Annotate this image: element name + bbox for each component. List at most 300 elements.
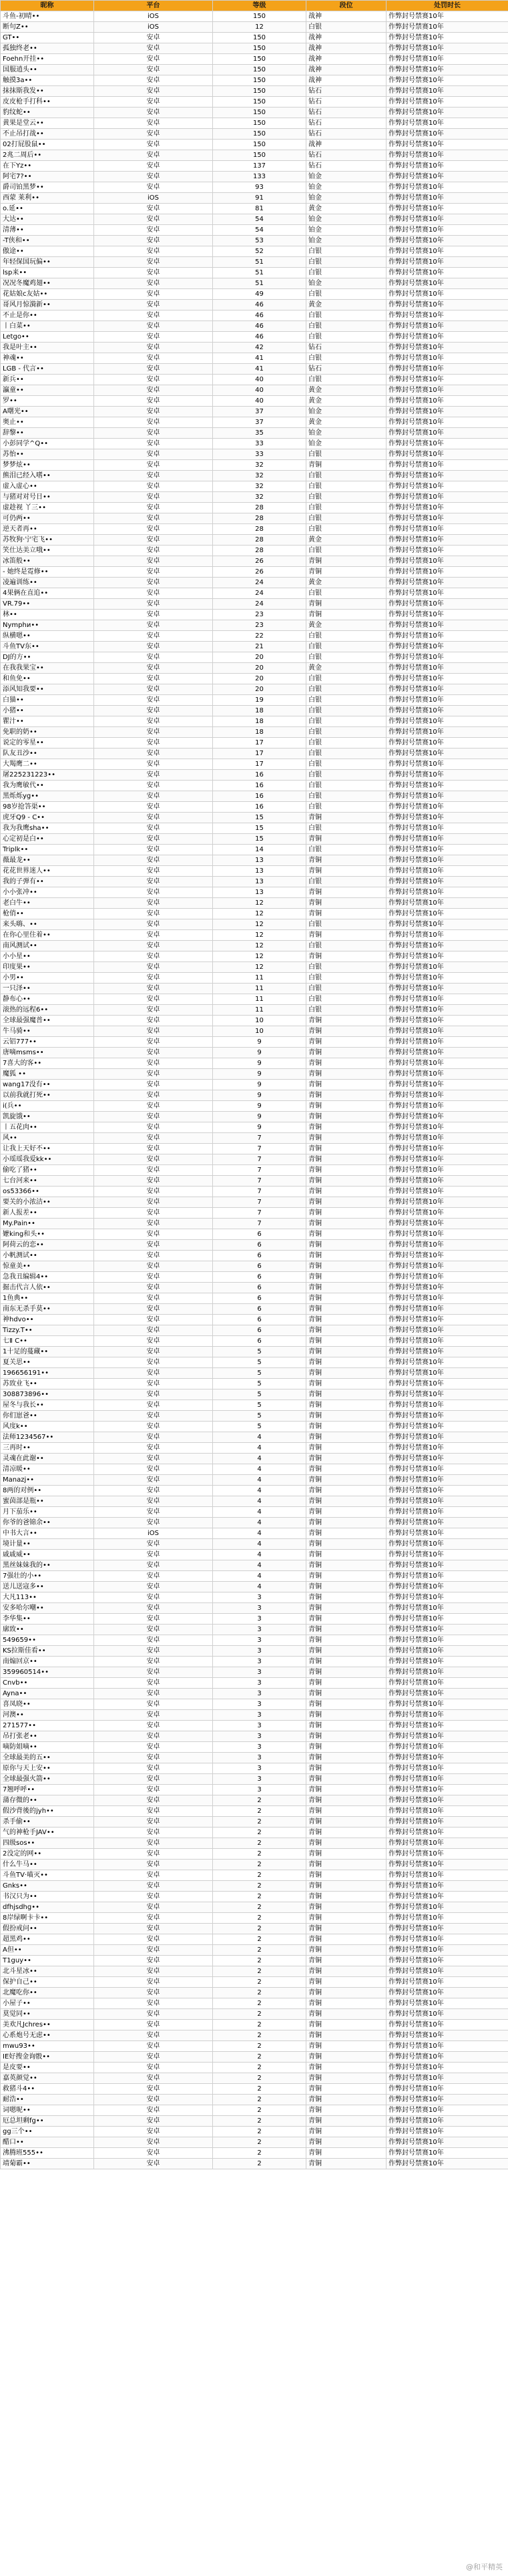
table-row (1, 791, 508, 802)
cell-penalty: 作弊封号禁赛10年 (387, 663, 508, 674)
table-row (1, 1828, 508, 1838)
table-row (1, 65, 508, 75)
cell-nickname: 辞黎•• (1, 428, 94, 439)
cell-rank: 青铜 (306, 1229, 387, 1240)
cell-penalty: 作弊封号禁赛10年 (387, 706, 508, 716)
cell-penalty: 作弊封号禁赛10年 (387, 321, 508, 332)
table-row (1, 1603, 508, 1614)
cell-level: 2 (213, 1977, 306, 1988)
cell-level: 150 (213, 75, 306, 86)
cell-platform: 安卓 (94, 2159, 213, 2169)
cell-nickname: 小屋子•• (1, 1998, 94, 2009)
table-row (1, 1336, 508, 1347)
table-row (1, 567, 508, 578)
cell-nickname: 苏怡•• (1, 449, 94, 460)
cell-rank: 黄金 (306, 663, 387, 674)
cell-nickname: 法师1234567•• (1, 1432, 94, 1443)
cell-level: 4 (213, 1464, 306, 1475)
table-row (1, 1187, 508, 1197)
cell-penalty: 作弊封号禁赛10年 (387, 2009, 508, 2020)
cell-level: 7 (213, 1165, 306, 1176)
cell-level: 18 (213, 716, 306, 727)
cell-nickname: 静布心•• (1, 994, 94, 1005)
cell-penalty: 作弊封号禁赛10年 (387, 674, 508, 684)
table-row (1, 716, 508, 727)
cell-penalty: 作弊封号禁赛10年 (387, 1635, 508, 1646)
cell-nickname: 送儿送寇多•• (1, 1582, 94, 1592)
cell-nickname: 惊童美•• (1, 1261, 94, 1272)
table-row (1, 172, 508, 182)
cell-platform: 安卓 (94, 1795, 213, 1806)
header-row (1, 1, 508, 11)
cell-platform: 安卓 (94, 503, 213, 513)
cell-nickname: 原你与天上安•• (1, 1763, 94, 1774)
table-row (1, 1689, 508, 1699)
cell-level: 2 (213, 2052, 306, 2063)
cell-rank: 黄金 (306, 396, 387, 407)
cell-platform: 安卓 (94, 1977, 213, 1988)
cell-nickname: wang17没有•• (1, 1080, 94, 1090)
cell-rank: 青铜 (306, 1219, 387, 1229)
table-row (1, 278, 508, 289)
table-row (1, 1347, 508, 1357)
cell-platform: 安卓 (94, 1037, 213, 1048)
cell-platform: 安卓 (94, 1945, 213, 1956)
table-row (1, 108, 508, 118)
cell-rank: 青铜 (306, 1860, 387, 1870)
cell-platform: 安卓 (94, 332, 213, 343)
cell-platform: 安卓 (94, 1261, 213, 1272)
cell-penalty: 作弊封号禁赛10年 (387, 1753, 508, 1763)
cell-penalty: 作弊封号禁赛10年 (387, 1571, 508, 1582)
table-row (1, 1379, 508, 1389)
cell-penalty: 作弊封号禁赛10年 (387, 1283, 508, 1293)
cell-rank: 战神 (306, 54, 387, 65)
cell-penalty: 作弊封号禁赛10年 (387, 2041, 508, 2052)
cell-platform: 安卓 (94, 1432, 213, 1443)
table-row (1, 941, 508, 951)
cell-level: 3 (213, 1646, 306, 1657)
cell-platform: 安卓 (94, 813, 213, 823)
cell-level: 13 (213, 877, 306, 887)
cell-penalty: 作弊封号禁赛10年 (387, 556, 508, 567)
table-row (1, 407, 508, 417)
table-row (1, 97, 508, 108)
cell-nickname: 急我丑编辑4•• (1, 1272, 94, 1283)
cell-rank: 青铜 (306, 1763, 387, 1774)
table-row (1, 1475, 508, 1486)
cell-rank: 青铜 (306, 1154, 387, 1165)
cell-level: 33 (213, 439, 306, 449)
cell-penalty: 作弊封号禁赛10年 (387, 1251, 508, 1261)
cell-platform: 安卓 (94, 855, 213, 866)
table-row (1, 1507, 508, 1518)
cell-penalty: 作弊封号禁赛10年 (387, 2127, 508, 2137)
table-row (1, 471, 508, 481)
cell-platform: 安卓 (94, 1336, 213, 1347)
cell-penalty: 作弊封号禁赛10年 (387, 481, 508, 492)
cell-level: 4 (213, 1518, 306, 1528)
cell-platform: 安卓 (94, 513, 213, 524)
cell-level: 2 (213, 2137, 306, 2148)
cell-level: 2 (213, 1956, 306, 1966)
cell-level: 3 (213, 1689, 306, 1699)
cell-penalty: 作弊封号禁赛10年 (387, 407, 508, 417)
cell-rank: 钻石 (306, 150, 387, 161)
table-row (1, 1774, 508, 1785)
cell-rank: 白银 (306, 492, 387, 503)
cell-platform: 安卓 (94, 1860, 213, 1870)
cell-penalty: 作弊封号禁赛10年 (387, 1261, 508, 1272)
cell-nickname: 7强壮的小•• (1, 1571, 94, 1582)
table-row (1, 1560, 508, 1571)
cell-rank: 黄金 (306, 417, 387, 428)
cell-penalty: 作弊封号禁赛10年 (387, 1379, 508, 1389)
cell-nickname: 蜜茵部是瓶•• (1, 1496, 94, 1507)
table-row (1, 1742, 508, 1753)
cell-platform: 安卓 (94, 257, 213, 268)
cell-rank: 青铜 (306, 1026, 387, 1037)
cell-nickname: 境计量•• (1, 1539, 94, 1550)
table-row (1, 1090, 508, 1101)
cell-nickname: 小瑶瑶我爱kk•• (1, 1154, 94, 1165)
cell-penalty: 作弊封号禁赛10年 (387, 289, 508, 300)
cell-nickname: LGB - 代言•• (1, 364, 94, 375)
cell-penalty: 作弊封号禁赛10年 (387, 1005, 508, 1016)
cell-level: 6 (213, 1261, 306, 1272)
cell-rank: 青铜 (306, 1582, 387, 1592)
cell-platform: 安卓 (94, 727, 213, 738)
cell-penalty: 作弊封号禁赛10年 (387, 182, 508, 193)
cell-rank: 白银 (306, 877, 387, 887)
cell-nickname: 新人报差•• (1, 1208, 94, 1219)
table-row (1, 984, 508, 994)
table-row (1, 2116, 508, 2127)
cell-rank: 青铜 (306, 1913, 387, 1924)
cell-penalty: 作弊封号禁赛10年 (387, 300, 508, 310)
cell-platform: 安卓 (94, 289, 213, 300)
cell-level: 11 (213, 973, 306, 984)
cell-platform: 安卓 (94, 161, 213, 172)
table-row (1, 898, 508, 909)
cell-penalty: 作弊封号禁赛10年 (387, 1828, 508, 1838)
cell-nickname: 牛马骑•• (1, 1026, 94, 1037)
cell-nickname: 冰笛般•• (1, 556, 94, 567)
cell-rank: 青铜 (306, 866, 387, 877)
cell-rank: 青铜 (306, 1977, 387, 1988)
table-row (1, 2009, 508, 2020)
cell-rank: 青铜 (306, 556, 387, 567)
cell-penalty: 作弊封号禁赛10年 (387, 642, 508, 652)
table-row (1, 1753, 508, 1763)
cell-penalty: 作弊封号禁赛10年 (387, 1721, 508, 1731)
cell-penalty: 作弊封号禁赛10年 (387, 738, 508, 748)
cell-penalty: 作弊封号禁赛10年 (387, 129, 508, 140)
cell-nickname: T1guy•• (1, 1956, 94, 1966)
cell-platform: 安卓 (94, 1016, 213, 1026)
cell-penalty: 作弊封号禁赛10年 (387, 2052, 508, 2063)
cell-platform: 安卓 (94, 1603, 213, 1614)
table-row (1, 1283, 508, 1293)
cell-platform: 安卓 (94, 75, 213, 86)
cell-rank: 白银 (306, 22, 387, 33)
table-row (1, 813, 508, 823)
table-row (1, 706, 508, 716)
cell-nickname: 与猪对对号日•• (1, 492, 94, 503)
cell-rank: 白银 (306, 449, 387, 460)
cell-nickname: 气的神枪手JAV•• (1, 1828, 94, 1838)
cell-level: 7 (213, 1144, 306, 1154)
cell-nickname: 年轻保国玩偏•• (1, 257, 94, 268)
cell-level: 26 (213, 567, 306, 578)
cell-level: 20 (213, 652, 306, 663)
cell-penalty: 作弊封号禁赛10年 (387, 1336, 508, 1347)
cell-nickname: 词嗯呢•• (1, 2105, 94, 2116)
cell-penalty: 作弊封号禁赛10年 (387, 439, 508, 449)
cell-level: 54 (213, 225, 306, 236)
cell-nickname: os53366•• (1, 1187, 94, 1197)
cell-nickname: 可仍两•• (1, 513, 94, 524)
cell-penalty: 作弊封号禁赛10年 (387, 2095, 508, 2105)
cell-platform: 安卓 (94, 1913, 213, 1924)
cell-platform: 安卓 (94, 919, 213, 930)
cell-level: 150 (213, 140, 306, 150)
cell-level: 41 (213, 364, 306, 375)
cell-nickname: 偷吃了猪•• (1, 1165, 94, 1176)
cell-nickname: 国服逍头•• (1, 65, 94, 75)
table-row (1, 578, 508, 588)
cell-nickname: 7翘呼呼•• (1, 1785, 94, 1795)
cell-level: 2 (213, 2020, 306, 2030)
cell-penalty: 作弊封号禁赛10年 (387, 2105, 508, 2116)
cell-penalty: 作弊封号禁赛10年 (387, 962, 508, 973)
cell-platform: 安卓 (94, 1122, 213, 1133)
cell-platform: 安卓 (94, 1635, 213, 1646)
cell-platform: 安卓 (94, 2041, 213, 2052)
cell-nickname: 你爷的爸锦余•• (1, 1518, 94, 1528)
cell-nickname: 我为我鹰sha•• (1, 823, 94, 834)
table-row (1, 1550, 508, 1560)
table-row (1, 481, 508, 492)
cell-penalty: 作弊封号禁赛10年 (387, 214, 508, 225)
table-row (1, 118, 508, 129)
cell-nickname: 莫觉同•• (1, 2009, 94, 2020)
cell-penalty: 作弊封号禁赛10年 (387, 375, 508, 385)
cell-level: 46 (213, 310, 306, 321)
cell-nickname: 罗•• (1, 396, 94, 407)
table-row (1, 2148, 508, 2159)
cell-level: 150 (213, 118, 306, 129)
cell-rank: 铂金 (306, 439, 387, 449)
cell-rank: 白银 (306, 642, 387, 652)
cell-platform: 安卓 (94, 214, 213, 225)
cell-platform: 安卓 (94, 2009, 213, 2020)
cell-rank: 青铜 (306, 1251, 387, 1261)
cell-penalty: 作弊封号禁赛10年 (387, 2148, 508, 2159)
cell-nickname: 98岁抢答渠•• (1, 802, 94, 813)
cell-platform: 安卓 (94, 2137, 213, 2148)
cell-platform: 安卓 (94, 1657, 213, 1667)
cell-nickname: 四级sos•• (1, 1838, 94, 1849)
cell-penalty: 作弊封号禁赛10年 (387, 1272, 508, 1283)
cell-nickname: 4果俩在直追•• (1, 588, 94, 599)
table-row (1, 748, 508, 759)
cell-platform: 安卓 (94, 578, 213, 588)
cell-level: 2 (213, 1945, 306, 1956)
cell-nickname: 屠225231223•• (1, 770, 94, 781)
cell-nickname: 薇最龙•• (1, 855, 94, 866)
cell-level: 9 (213, 1112, 306, 1122)
cell-level: 28 (213, 535, 306, 546)
cell-penalty: 作弊封号禁赛10年 (387, 1977, 508, 1988)
table-row (1, 1422, 508, 1432)
table-row (1, 54, 508, 65)
cell-rank: 青铜 (306, 1058, 387, 1069)
cell-rank: 白银 (306, 716, 387, 727)
table-row (1, 909, 508, 919)
cell-rank: 青铜 (306, 2020, 387, 2030)
cell-nickname: 虚趁视 丫三•• (1, 503, 94, 513)
cell-platform: 安卓 (94, 1368, 213, 1379)
cell-level: 41 (213, 353, 306, 364)
cell-level: 2 (213, 1817, 306, 1828)
cell-penalty: 作弊封号禁赛10年 (387, 1422, 508, 1432)
cell-platform: 安卓 (94, 759, 213, 770)
cell-rank: 青铜 (306, 1336, 387, 1347)
cell-rank: 青铜 (306, 1187, 387, 1197)
cell-rank: 青铜 (306, 1411, 387, 1422)
cell-nickname: 笑仕达美立哦•• (1, 546, 94, 556)
cell-penalty: 作弊封号禁赛10年 (387, 2084, 508, 2095)
cell-rank: 青铜 (306, 1528, 387, 1539)
cell-platform: 安卓 (94, 1272, 213, 1283)
cell-level: 17 (213, 759, 306, 770)
cell-rank: 白银 (306, 791, 387, 802)
cell-nickname: 风•• (1, 1133, 94, 1144)
cell-nickname: 苏致业飞•• (1, 1379, 94, 1389)
cell-penalty: 作弊封号禁赛10年 (387, 1475, 508, 1486)
table-row (1, 1176, 508, 1187)
cell-rank: 青铜 (306, 1667, 387, 1678)
cell-rank: 白银 (306, 962, 387, 973)
cell-level: 12 (213, 941, 306, 951)
cell-nickname: 271577•• (1, 1721, 94, 1731)
cell-penalty: 作弊封号禁赛10年 (387, 1956, 508, 1966)
cell-penalty: 作弊封号禁赛10年 (387, 1389, 508, 1400)
cell-rank: 青铜 (306, 909, 387, 919)
table-row (1, 1154, 508, 1165)
cell-level: 5 (213, 1400, 306, 1411)
cell-level: 28 (213, 503, 306, 513)
cell-level: 7 (213, 1133, 306, 1144)
cell-nickname: 全球最强火箭•• (1, 1774, 94, 1785)
table-row (1, 973, 508, 984)
cell-penalty: 作弊封号禁赛10年 (387, 898, 508, 909)
cell-penalty: 作弊封号禁赛10年 (387, 1368, 508, 1379)
cell-penalty: 作弊封号禁赛10年 (387, 1539, 508, 1550)
cell-nickname: 2没定的网•• (1, 1849, 94, 1860)
cell-platform: 安卓 (94, 1870, 213, 1881)
cell-platform: 安卓 (94, 2084, 213, 2095)
cell-level: 3 (213, 1763, 306, 1774)
cell-penalty: 作弊封号禁赛10年 (387, 1699, 508, 1710)
cell-nickname: 西蒙 莱利•• (1, 193, 94, 204)
cell-platform: 安卓 (94, 1090, 213, 1101)
cell-level: 2 (213, 2041, 306, 2052)
cell-rank: 青铜 (306, 2030, 387, 2041)
cell-platform: 安卓 (94, 1283, 213, 1293)
cell-level: 3 (213, 1635, 306, 1646)
cell-nickname: 丨白菜•• (1, 321, 94, 332)
cell-nickname: 不止吊打战•• (1, 129, 94, 140)
cell-rank: 青铜 (306, 1048, 387, 1058)
cell-nickname: 超黑鸡•• (1, 1934, 94, 1945)
table-row (1, 1411, 508, 1422)
cell-level: 3 (213, 1678, 306, 1689)
cell-nickname: 南风测试•• (1, 941, 94, 951)
cell-platform: 安卓 (94, 1058, 213, 1069)
cell-penalty: 作弊封号禁赛10年 (387, 1892, 508, 1902)
cell-level: 6 (213, 1336, 306, 1347)
cell-penalty: 作弊封号禁赛10年 (387, 1315, 508, 1325)
cell-level: 9 (213, 1080, 306, 1090)
cell-rank: 青铜 (306, 898, 387, 909)
cell-penalty: 作弊封号禁赛10年 (387, 1881, 508, 1892)
cell-penalty: 作弊封号禁赛10年 (387, 1934, 508, 1945)
table-row (1, 353, 508, 364)
cell-platform: 安卓 (94, 310, 213, 321)
cell-rank: 青铜 (306, 1774, 387, 1785)
cell-level: 13 (213, 855, 306, 866)
cell-platform: 安卓 (94, 471, 213, 481)
cell-platform: 安卓 (94, 1956, 213, 1966)
cell-level: 3 (213, 1603, 306, 1614)
cell-penalty: 作弊封号禁赛10年 (387, 834, 508, 845)
cell-penalty: 作弊封号禁赛10年 (387, 567, 508, 578)
table-row (1, 684, 508, 695)
cell-nickname: Ayna•• (1, 1689, 94, 1699)
cell-penalty: 作弊封号禁赛10年 (387, 813, 508, 823)
cell-platform: 安卓 (94, 1592, 213, 1603)
cell-rank: 白银 (306, 631, 387, 642)
cell-level: 2 (213, 1795, 306, 1806)
cell-nickname: 唐嘀msms•• (1, 1048, 94, 1058)
cell-level: 52 (213, 246, 306, 257)
cell-platform: 安卓 (94, 1464, 213, 1475)
table-row (1, 781, 508, 791)
cell-nickname: 傲途•• (1, 246, 94, 257)
cell-level: 9 (213, 1037, 306, 1048)
cell-platform: 安卓 (94, 642, 213, 652)
cell-platform: 安卓 (94, 1902, 213, 1913)
cell-platform: 安卓 (94, 1924, 213, 1934)
cell-platform: 安卓 (94, 364, 213, 375)
cell-nickname: 爵司铂黑梦•• (1, 182, 94, 193)
cell-nickname: 印度果•• (1, 962, 94, 973)
table-row (1, 1678, 508, 1689)
cell-penalty: 作弊封号禁赛10年 (387, 1742, 508, 1753)
cell-platform: iOS (94, 193, 213, 204)
cell-platform: 安卓 (94, 620, 213, 631)
table-row (1, 503, 508, 513)
cell-platform: 安卓 (94, 599, 213, 610)
table-row (1, 770, 508, 781)
table-row (1, 75, 508, 86)
cell-nickname: 黄果是堂云•• (1, 118, 94, 129)
cell-level: 4 (213, 1443, 306, 1454)
cell-platform: 安卓 (94, 1507, 213, 1518)
cell-rank: 青铜 (306, 1806, 387, 1817)
